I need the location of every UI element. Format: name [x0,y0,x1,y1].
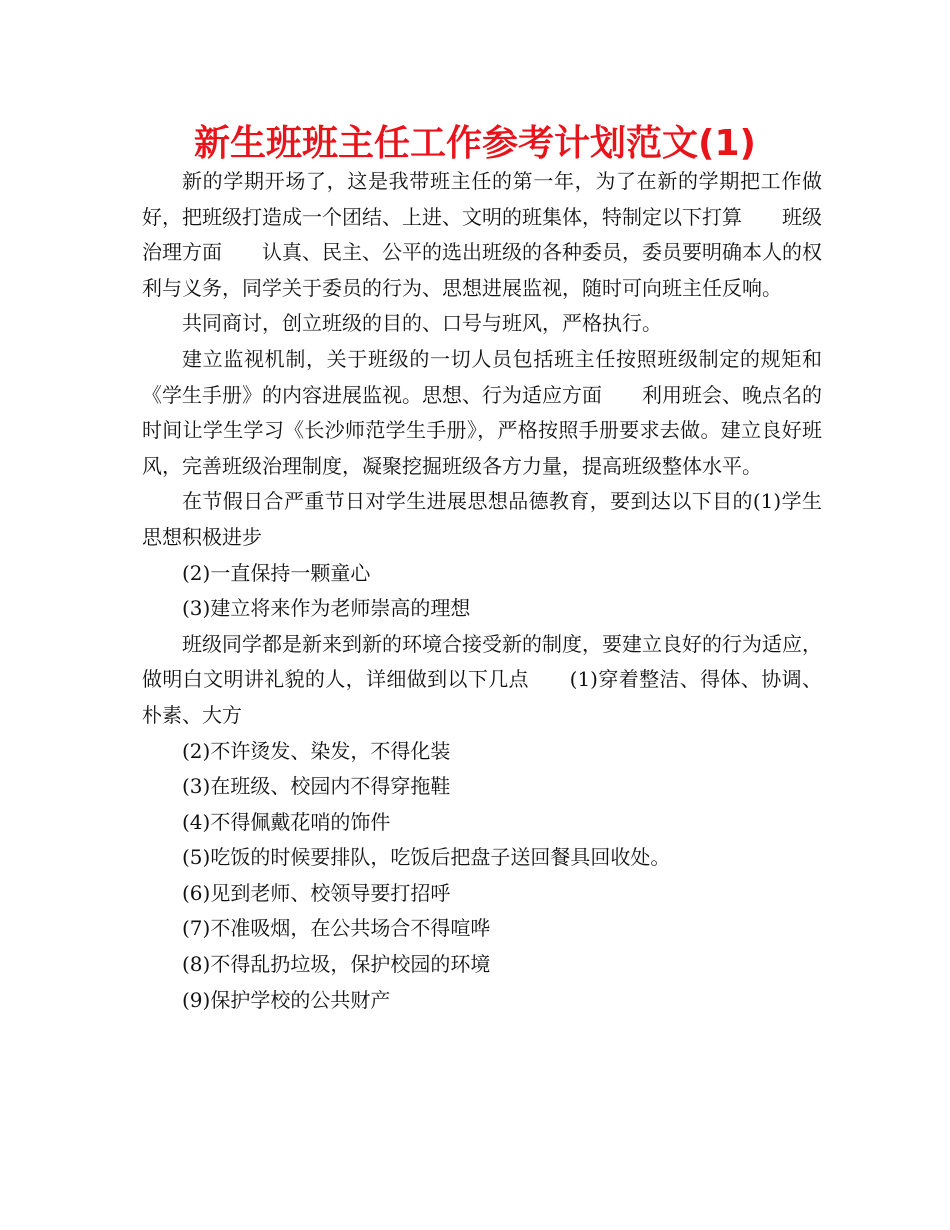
list-item: (8)不得乱扔垃圾，保护校园的环境 [182,952,491,977]
list-item: (9)保护学校的公共财产 [182,987,391,1012]
list-item: (5)吃饭的时候要排队，吃饭后把盘子送回餐具回收处。 [182,845,671,870]
paragraph-class-goals: 共同商讨，创立班级的目的、口号与班风，严格执行。 [182,311,662,336]
list-item: (2)一直保持一颗童心 [182,560,371,585]
paragraph-intro: 新的学期开场了，这是我带班主任的第一年，为了在新的学期把工作做好，把班级打造成一个团结、上进、文明的班集体，特制定以下打算 班级治理方面 认真、民主、公平的选出班级的各种委员，委员要明确本人的权利与义务，同学关于委员的行为、思想进展监视，随时可向班主任反响。 [142,169,822,300]
paragraph-supervision: 建立监视机制，关于班级的一切人员包括班主任按照班级制定的规矩和《学生手册》的内容进展监视。思想、行为适应方面 利用班会、晚点名的时间让学生学习《长沙师范学生手册》，严格按照手册要求去做。建立良好班风，完善班级治理制度，凝聚挖掘班级各方力量，提高班级整体水平。 [142,346,822,478]
list-item: (3)建立将来作为老师崇高的理想 [182,596,471,621]
paragraph-habits: 班级同学都是新来到新的环境合接受新的制度，要建立良好的行为适应，做明白文明讲礼貌的人，详细做到以下几点 (1)穿着整洁、得体、协调、朴素、大方 [142,631,822,727]
paragraph-moral-education: 在节假日合严重节日对学生进展思想品德教育，要到达以下目的(1)学生思想积极进步 [142,489,822,549]
list-item: (7)不准吸烟，在公共场合不得喧哗 [182,916,491,941]
list-item: (3)在班级、校园内不得穿拖鞋 [182,774,451,799]
list-item: (4)不得佩戴花哨的饰件 [182,809,391,834]
document-title: 新生班班主任工作参考计划范文(1) [194,123,756,164]
list-item: (6)见到老师、校领导要打招呼 [182,880,451,905]
list-item: (2)不许烫发、染发，不得化装 [182,738,451,763]
document-body [142,164,822,1018]
